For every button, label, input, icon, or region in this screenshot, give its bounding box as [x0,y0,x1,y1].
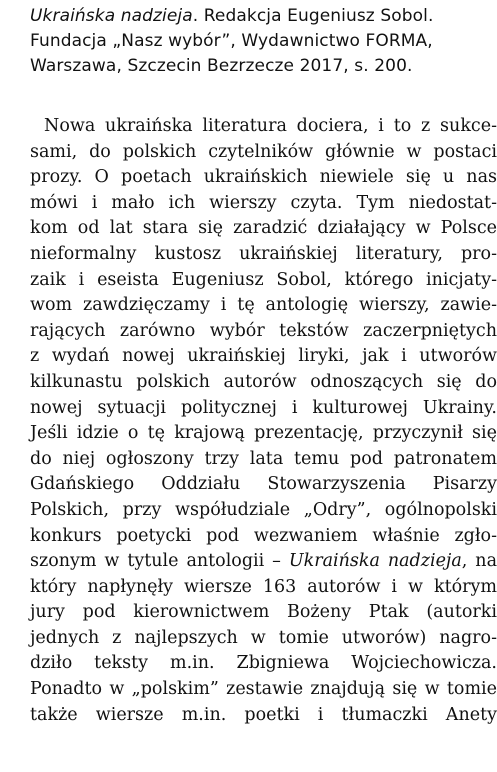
text-line: Jeśli idzie o tę krajową prezentację, przyczynił się [30,423,497,444]
book-title: Ukraińska nadzieja [30,6,193,26]
text-line: Polskich, przy współudziale „Odry”, ogólnopolski [30,499,497,520]
text-line-with-title [30,549,497,575]
text-line: wom zawdzięczamy i tę antologię wierszy, zawie- [30,295,497,316]
text-segment: szonym w tytule antologii – [30,551,289,572]
text-line: który napłynęły wiersze 163 autorów i w którym [30,576,497,597]
text-line: Gdańskiego Oddziału Stowarzyszenia Pisarzy [30,474,497,495]
text-line: jury pod kierownictwem Bożeny Ptak (autorki [30,602,497,623]
citation-line-2: Fundacja „Nasz wybór”, Wydawnictwo FORMA, [30,31,433,51]
text-line: z wydań nowej ukraińskiej liryki, jak i utworów [30,346,497,367]
citation-line-3: Warszawa, Szczecin Bezrzecze 2017, s. 200. [30,56,413,76]
text-line: nieformalny kustosz ukraińskiej literatury, pro- [30,243,497,264]
text-line: nowej sytuacji politycznej i kulturowej Ukrainy. [30,397,497,418]
text-line: jednych z najlepszych w tomie utworów) nagro- [30,627,497,648]
review-body [30,114,497,728]
text-line: Nowa ukraińska literatura dociera, i to z sukce- [44,116,497,136]
text-segment: , na [461,551,497,572]
citation-editor: . Redakcja Eugeniusz Sobol. [192,6,434,26]
text-line: Ponadto w „polskim” zestawie znajdują się w tomie [30,679,497,700]
text-line: zaik i eseista Eugeniusz Sobol, którego inicjaty- [30,269,497,290]
text-line: także wiersze m.in. poetki i tłumaczki Anety [30,704,497,725]
citation-line-1 [30,4,495,29]
text-line: sami, do polskich czytelników głównie w postaci [30,141,497,162]
text-line: dziło teksty m.in. Zbigniewa Wojciechowicza. [30,653,497,674]
text-line: kom od lat stara się zaradzić działający w Polsce [30,218,497,239]
text-line: rających zarówno wybór tekstów zaczerpniętych [30,320,497,341]
text-line: mówi i mało ich wierszy czyta. Tym niedostat- [30,192,497,213]
text-line: prozy. O poetach ukraińskich niewiele się u nas [30,167,497,188]
text-line: kilkunastu polskich autorów odnoszących się do [30,371,497,392]
anthology-title: Ukraińska nadzieja [288,551,462,572]
text-line: do niej ogłoszony trzy lata temu pod patronatem [30,448,497,469]
book-citation [30,4,495,79]
text-line: konkurs poetycki pod wezwaniem właśnie zgło- [30,525,497,546]
